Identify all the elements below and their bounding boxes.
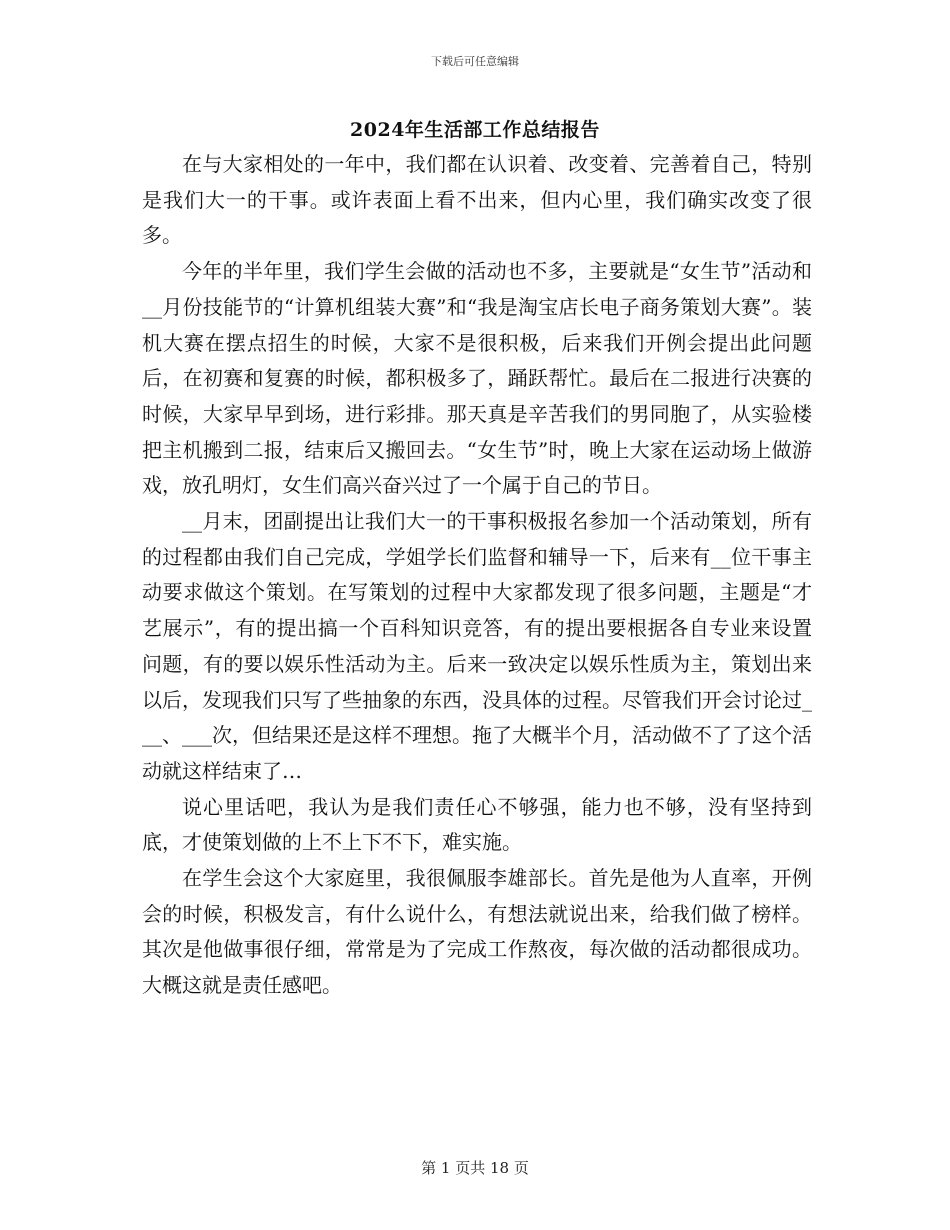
paragraph: __月末，团副提出让我们大一的干事积极报名参加一个活动策划，所有的过程都由我们自己完成，学姐学长们监督和辅导一下，后来有__位干事主动要求做这个策划。在写策划的过程中大家都发现了很多问题，主题是“才艺展示”，有的提出搞一个百科知识竞答，有的提出要根据各自专业来设置问题，有的要以娱乐性活动为主。后来一致决定以娱乐性质为主，策划出来以后，发现我们只写了些抽象的东西，没具体的过程。尽管我们开会讨论过___、___次，但结果还是这样不理想。拖了大概半个月，活动做不了了这个活动就这样结束了…: [142, 509, 812, 783]
paragraph: 在学生会这个大家庭里，我很佩服李雄部长。首先是他为人直率，开例会的时候，积极发言，有什么说什么，有想法就说出来，给我们做了榜样。其次是他做事很仔细，常常是为了完成工作熬夜，每次做的活动都很成功。大概这就是责任感吧。: [142, 866, 812, 998]
document-title: 2024年生活部工作总结报告: [350, 119, 600, 141]
page-number: 第 1 页共 18 页: [421, 1159, 529, 1177]
header-note: 下载后可任意编辑: [431, 55, 519, 68]
paragraph: 在与大家相处的一年中，我们都在认识着、改变着、完善着自己，特别是我们大一的干事。或许表面上看不出来，但内心里，我们确实改变了很多。: [142, 152, 812, 248]
paragraph: 今年的半年里，我们学生会做的活动也不多，主要就是“女生节”活动和__月份技能节的“计算机组装大赛”和“我是淘宝店长电子商务策划大赛”。装机大赛在摆点招生的时候，大家不是很积极，后来我们开例会提出此问题后，在初赛和复赛的时候，都积极多了，踊跃帮忙。最后在二报进行决赛的时候，大家早早到场，进行彩排。那天真是辛苦我们的男同胞了，从实验楼把主机搬到二报，结束后又搬回去。“女生节”时，晚上大家在运动场上做游戏，放孔明灯，女生们高兴奋兴过了一个属于自己的节日。: [142, 259, 812, 498]
paragraph: 说心里话吧，我认为是我们责任心不够强，能力也不够，没有坚持到底，才使策划做的上不上下不下，难实施。: [142, 794, 812, 855]
document-body: [142, 147, 812, 1004]
